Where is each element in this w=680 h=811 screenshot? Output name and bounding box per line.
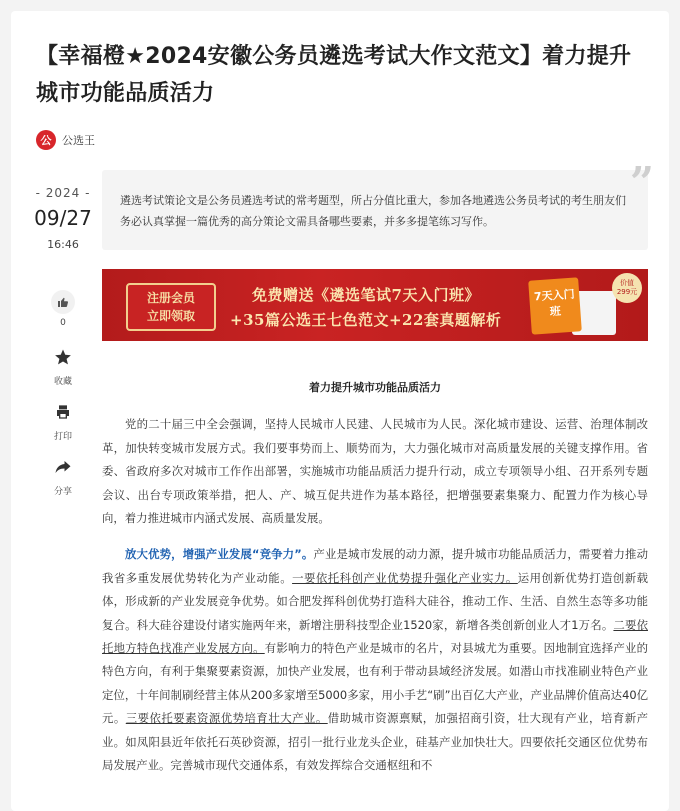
- favorite-label: 收藏: [53, 377, 72, 387]
- like-count: 0: [60, 318, 66, 328]
- date-month-day: 09/27: [34, 206, 92, 230]
- avatar: 公: [36, 130, 56, 150]
- date-time: 16:46: [47, 238, 79, 251]
- price-badge: [612, 273, 642, 303]
- author-info[interactable]: [36, 129, 95, 151]
- quote-icon: ”: [629, 158, 654, 207]
- banner-subline: +35篇公选王七色范文+22套真题解析: [230, 311, 502, 329]
- price-badge-line2: 299元: [616, 288, 638, 296]
- underlined-point: 三要依托要素资源优势培育壮大产业。: [125, 711, 328, 726]
- author-name: 公选王: [62, 134, 95, 147]
- star-icon: [50, 344, 76, 370]
- paragraph-text: 产业是城市发展的动力源，提升城市功能品质活力，需要着力推动我省多重发展优势转化为产业动能。: [102, 547, 648, 585]
- banner-headline: 免费赠送《遴选笔试7天入门班》: [252, 286, 480, 304]
- share-button[interactable]: [28, 454, 98, 497]
- article-paragraph: [102, 543, 648, 777]
- favorite-button[interactable]: [28, 344, 98, 387]
- page-title: 【幸福橙★2024安徽公务员遴选考试大作文范文】着力提升城市功能品质活力: [36, 44, 632, 106]
- like-button[interactable]: [28, 290, 98, 328]
- register-button-line1: 注册会员: [146, 291, 195, 305]
- paragraph-text: 借助城市资源禀赋，加强招商引资，壮大现有产业，培育新产业。如凤阳县近年依托石英砂资源，招引一批行业龙头企业，硅基产业加快壮大。四要依托交通区位优势布局发展产业。完善城市现代交通体系，有效发挥综合交通枢纽和不: [102, 711, 648, 773]
- date-year: - 2024 -: [35, 186, 91, 200]
- summary-text: 遴选考试策论文是公务员遴选考试的常考题型，所占分值比重大，参加各地遴选公务员考试的考生朋友们务必认真掌握一篇优秀的高分策论文需具备哪些要素，并多多提笔练习写作。: [120, 194, 626, 228]
- underlined-point: 二要依托地方特色找准产业发展方向。: [102, 617, 648, 656]
- action-bar: [28, 290, 98, 509]
- paragraph-text: 运用创新优势打造创新载体，形成新的产业发展竞争优势。如合肥发挥科创优势打造科大硅谷，推动工作、生活、自然生态等多功能复合。科大硅谷建设付诸实施两年来，新增注册科技型企业1520家，新增各类创新创业人才1万名。: [102, 570, 648, 632]
- section-lead: 放大优势，增强产业发展“竞争力”。: [125, 547, 314, 562]
- print-label: 打印: [53, 432, 72, 442]
- register-button[interactable]: [126, 283, 216, 331]
- publish-date: [28, 186, 98, 251]
- promo-banner[interactable]: [102, 269, 648, 341]
- underlined-point: 一要依托科创产业优势提升强化产业实力。: [292, 570, 518, 585]
- article-heading: 着力提升城市功能品质活力: [309, 381, 441, 394]
- thumbs-up-icon: [51, 290, 75, 314]
- article-summary: [102, 158, 654, 250]
- print-icon: [50, 399, 76, 425]
- print-button[interactable]: [28, 399, 98, 442]
- article-paragraph: 党的二十届三中全会强调，坚持人民城市人民建、人民城市为人民。深化城市建设、运营、治理体制改革，加快转变城市发展方式。我们要事势而上、顺势而为，大力强化城市对高质量发展的关键支撑作用。省委、省政府多次对城市工作作出部署，实施城市功能品质活力提升行动，成立专项领导小组、召开系列专题会议、出台专项政策举措，把人、产、城互促共进作为基本路径，把增强要素集聚力、配置力作为核心导向，着力推进城市内涵式发展、高质量发展。: [102, 417, 648, 526]
- course-book-image: 7天入门班: [528, 277, 582, 334]
- share-label: 分享: [53, 487, 72, 497]
- register-button-line2: 立即领取: [146, 309, 195, 323]
- price-badge-line1: 价值: [620, 279, 634, 287]
- share-icon: [50, 454, 76, 480]
- article-body: [102, 360, 648, 791]
- paragraph-text: 有影响力的特色产业是城市的名片，对县城尤为重要。因地制宜选择产业的特色方向，有利于集聚要素资源，加快产业发展，也有利于带动县域经济发展。如潜山市找准刷业特色产业定位，十年间制刷经营主体从200多家增至5000多家，用小手艺“刷”出百亿大产业，产业品牌价值高达40亿元。: [102, 641, 648, 726]
